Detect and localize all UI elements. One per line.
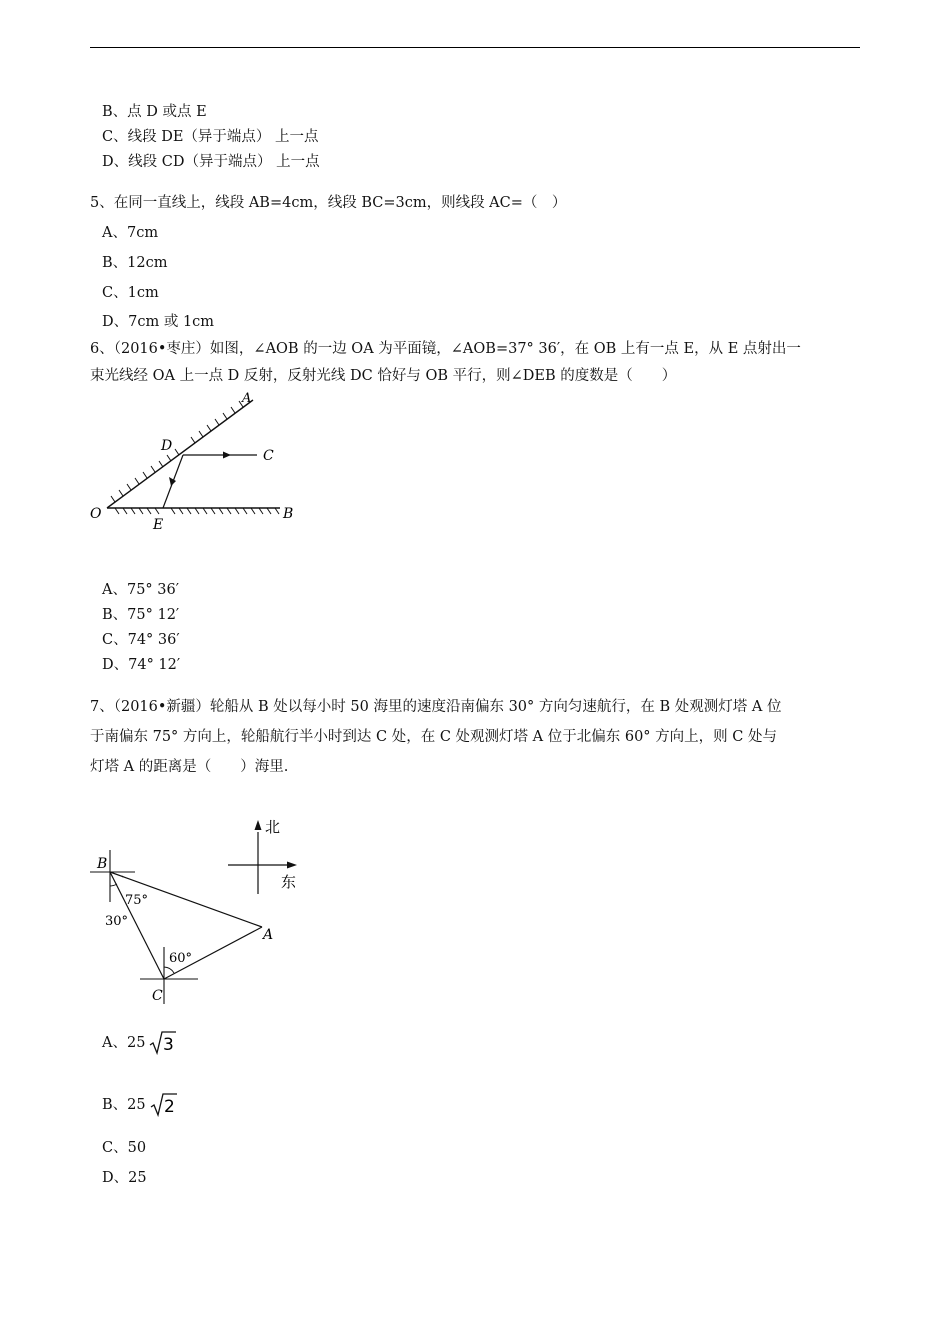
header-rule (90, 47, 860, 48)
label-a: A (242, 391, 252, 406)
q6-stem-line1: 6、（2016•枣庄）如图，∠AOB 的一边 OA 为平面镜，∠AOB=37° 36′，在 OB 上有一点 E，从 E 点射出一 (90, 341, 801, 357)
angle-75-label: 75° (125, 893, 149, 908)
q6-option-d: D、74° 12′ (102, 657, 181, 673)
q7-option-b-radicand: 2 (163, 1097, 175, 1117)
q7-option-d: D、25 (102, 1170, 147, 1186)
arc-30 (110, 884, 117, 886)
label-e: E (153, 517, 164, 533)
mirror-oa-line (107, 400, 253, 508)
q7-option-a (102, 1030, 177, 1056)
mirror-ob-hatch (115, 508, 279, 514)
q6-option-b: B、75° 12′ (102, 607, 180, 623)
angle-30-label: 30° (105, 914, 129, 929)
label-a: A (263, 927, 274, 943)
q5-option-d: D、7cm 或 1cm (102, 314, 215, 330)
q5-stem: 5、在同一直线上，线段 AB=4cm，线段 BC=3cm，则线段 AC=（ ） (90, 195, 567, 211)
compass-east-arrow (287, 862, 297, 869)
compass-north-arrow (255, 820, 262, 830)
compass-north-label: 北 (265, 818, 281, 836)
option-b: B、点 D 或点 E (102, 104, 207, 120)
q6-option-c: C、74° 36′ (102, 632, 180, 648)
q5-option-c: C、1cm (102, 285, 159, 301)
arc-60 (164, 967, 174, 973)
mirror-oa-hatch (111, 401, 243, 502)
q7-option-c: C、50 (102, 1140, 147, 1156)
label-d: D (161, 438, 173, 454)
q7-stem-line2: 于南偏东 75° 方向上，轮船航行半小时到达 C 处，在 C 处观测灯塔 A 位于北偏东 60° 方向上，则 C 处与 (90, 729, 777, 745)
ray-dc-arrow (223, 452, 231, 459)
angle-60-label: 60° (169, 951, 193, 966)
compass-east-label: 东 (281, 873, 297, 891)
label-b: B (97, 856, 108, 872)
q7-option-a-radicand: 3 (163, 1035, 175, 1055)
q7-bearing-figure (85, 812, 315, 1012)
option-d: D、线段 CD（异于端点） 上一点 (102, 154, 320, 170)
q6-mirror-figure (85, 388, 305, 538)
q5-option-b: B、12cm (102, 255, 168, 271)
q5-option-a: A、7cm (102, 225, 159, 241)
q7-option-b (102, 1092, 178, 1118)
q7-stem-line1: 7、（2016•新疆）轮船从 B 处以每小时 50 海里的速度沿南偏东 30° 方向匀速航行，在 B 处观测灯塔 A 位 (90, 699, 782, 715)
sqrt-symbol (149, 1030, 177, 1056)
q7-stem-line3: 灯塔 A 的距离是（ ）海里. (90, 759, 289, 775)
sqrt-symbol (150, 1092, 178, 1118)
label-c: C (263, 448, 274, 464)
label-c: C (152, 988, 163, 1004)
option-c: C、线段 DE（异于端点） 上一点 (102, 129, 319, 145)
label-b: B (283, 506, 294, 522)
q6-option-a: A、75° 36′ (102, 582, 180, 598)
label-o: O (90, 506, 102, 522)
q7-option-b-prefix: B、25 (102, 1097, 146, 1113)
q7-option-a-prefix: A、25 (102, 1035, 146, 1051)
ray-ed-arrow (169, 477, 176, 486)
q6-stem-line2: 束光线经 OA 上一点 D 反射，反射光线 DC 恰好与 OB 平行，则∠DEB 的度数是（ ） (90, 368, 677, 384)
